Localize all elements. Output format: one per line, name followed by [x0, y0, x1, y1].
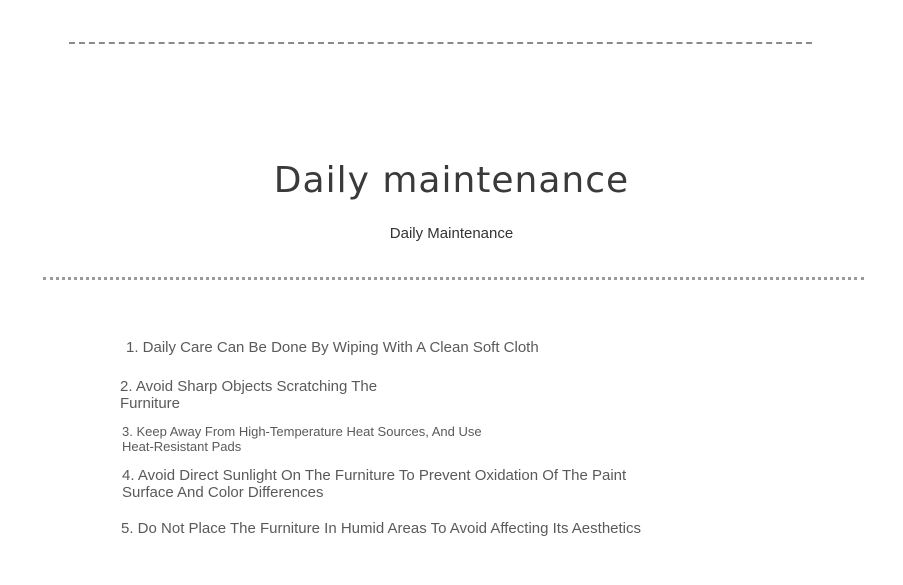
maintenance-tip-5: 5. Do Not Place The Furniture In Humid Areas To Avoid Affecting Its Aesthetics	[121, 520, 642, 537]
maintenance-tip-4: 4. Avoid Direct Sunlight On The Furniture To Prevent Oxidation Of The Paint Surface And Color Differences	[122, 467, 627, 502]
maintenance-tip-3: 3. Keep Away From High-Temperature Heat Sources, And Use Heat-Resistant Pads	[122, 424, 482, 454]
page-title: Daily maintenance	[273, 160, 630, 201]
top-dashed-divider	[69, 42, 812, 44]
maintenance-tip-1: 1. Daily Care Can Be Done By Wiping With A Clean Soft Cloth	[126, 339, 539, 356]
dotted-divider	[43, 277, 864, 280]
page-subtitle: Daily Maintenance	[389, 225, 514, 242]
maintenance-tip-2: 2. Avoid Sharp Objects Scratching The Furniture	[120, 378, 378, 413]
